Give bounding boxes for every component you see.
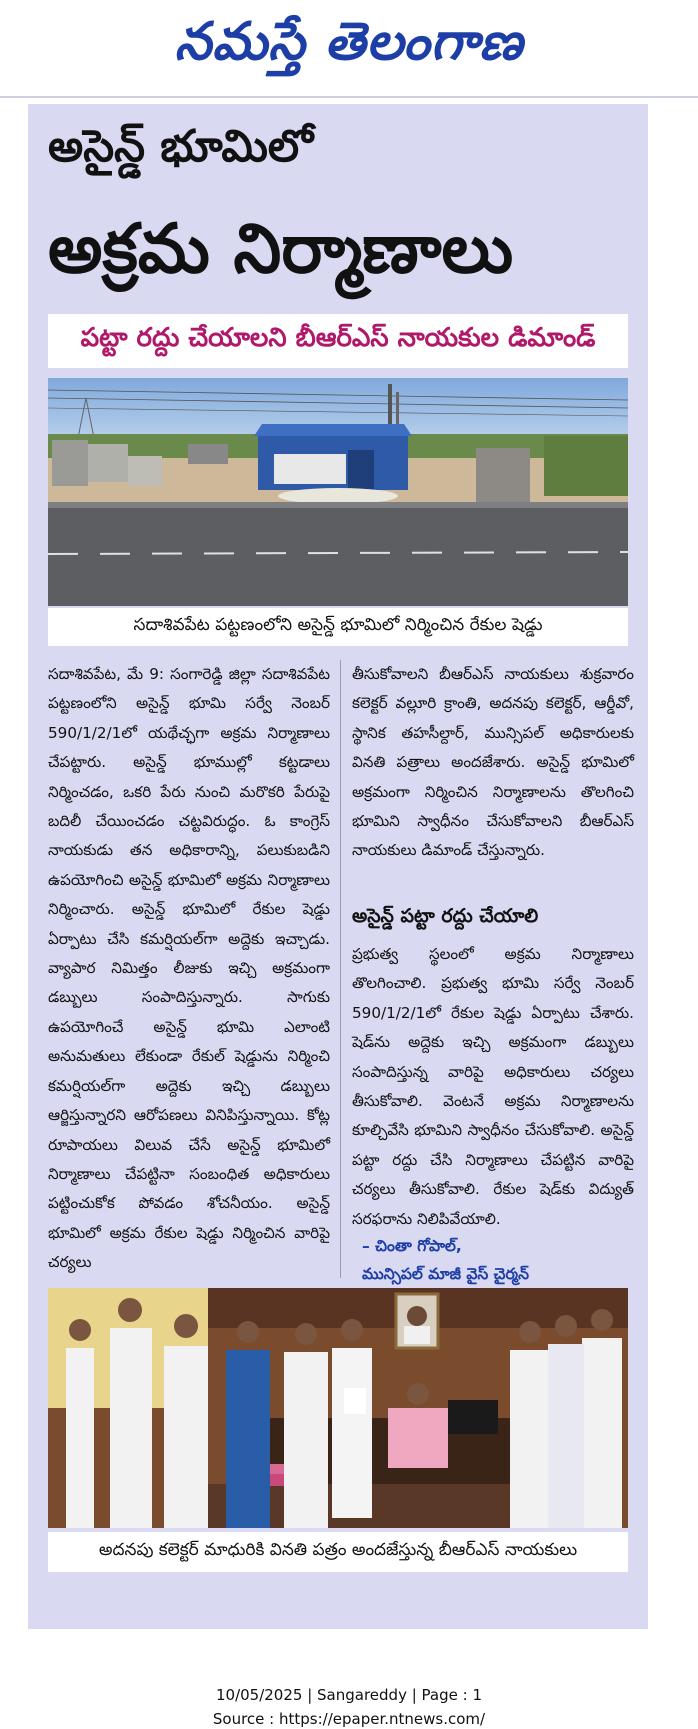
photo-petition-illustration <box>48 1288 628 1528</box>
quote-body: ప్రభుత్వ స్థలంలో అక్రమ నిర్మాణాలు తొలగించాలి. ప్రభుత్వ భూమి సర్వే నెంబర్ 590/1/2/1లో రేకుల షెడ్డు ఏర్పాటు చేశారు. షెడ్‌ను అద్దెకు ఇచ్చి అక్రమంగా డబ్బులు సంపాదిస్తున్న వారిపై అధికారులు చర్యలు తీసుకోవాలి. వెంటనే అక్రమ నిర్మాణాలను కూల్చివేసి భూమిని స్వాధీనం చేసుకోవాలి. అసైన్డ్ పట్టా రద్దు చేసి నిర్మాణాలు చేపట్టిన వారిపై చర్యలు తీసుకోవాలి. రేకుల షెడ్‌కు విద్యుత్ సరఫరాను నిలిపివేయాలి. <box>352 945 634 1228</box>
headline-line-2: అక్రమ నిర్మాణాలు <box>48 210 514 289</box>
headline-line-1: అసైన్డ్ భూమిలో <box>48 121 314 172</box>
attribution-title: మున్సిపల్ మాజీ వైస్ చైర్మన్ <box>362 1265 529 1283</box>
subheadline-box <box>48 314 628 368</box>
article-body-right-top: తీసుకోవాలని బీఆర్ఎస్ నాయకులు శుక్రవారం కలెక్టర్ వల్లూరి క్రాంతి, అదనపు కలెక్టర్, ఆర్డీవో, స్థానిక తహసీల్దార్, మున్సిపల్ అధికారులకు వినతి పత్రాలు అందజేశారు. అసైన్డ్ భూమిలో అక్రమంగా నిర్మించిన నిర్మాణాలను తొలగించి భూమిని స్వాధీనం చేసుకోవాలని బీఆర్ఎస్ నాయకులు డిమాండ్ చేస్తున్నారు. <box>352 665 634 860</box>
masthead <box>0 0 698 96</box>
subheadline: పట్టా రద్దు చేయాలని బీఆర్ఎస్ నాయకుల డిమాండ్ <box>80 323 596 353</box>
masthead-title: నమస్తే తెలంగాణ <box>174 11 524 72</box>
photo-petition-caption: అదనపు కలెక్టర్ మాధురికి వినతి పత్రం అందజేస్తున్న బీఆర్ఎస్ నాయకులు <box>48 1532 628 1572</box>
footer-date-edition: 10/05/2025 | Sangareddy | Page : 1 <box>215 1686 482 1704</box>
footer-source: Source : https://epaper.ntnews.com/ <box>212 1710 486 1728</box>
article-column-right <box>352 660 634 866</box>
article <box>28 104 648 1629</box>
attribution-name: – చింతా గోపాల్, <box>362 1237 462 1255</box>
photo-shed-illustration <box>48 378 628 606</box>
masthead-divider <box>0 96 698 98</box>
quote-attribution <box>362 1232 632 1288</box>
quote-subheading: అసైన్డ్ పట్టా రద్దు చేయాలి <box>352 905 539 927</box>
photo-shed-caption: సదాశివపేట పట్టణంలోని అసైన్డ్ భూమిలో నిర్మించిన రేకుల షెడ్డు <box>48 608 628 646</box>
photo-shed <box>48 378 628 606</box>
article-body-left: సదాశివపేట, మే 9: సంగారెడ్డి జిల్లా సదాశివపేట పట్టణంలోని అసైన్డ్ భూమి సర్వే నెంబర్ 590/1/2/1లో యథేచ్ఛగా అక్రమ నిర్మాణాలు చేపట్టారు. అసైన్డ్ భూముల్లో కట్టడాలు నిర్మించడం, ఒకరి పేరు నుంచి మరొకరి పేరుపై బదిలీ చేయించడం చట్టవిరుద్ధం. ఓ కాంగ్రెస్ నాయకుడు తన అధికారాన్ని, పలుకుబడిని ఉపయోగించి అసైన్డ్ భూమిలో అక్రమ నిర్మాణాలు నిర్మించారు. అసైన్డ్ భూమిలో రేకుల షెడ్డు ఏర్పాటు చేసి కమర్షియల్‌గా అద్దెకు ఇచ్చాడు. వ్యాపార నిమిత్తం లీజుకు ఇచ్చి అక్రమంగా డబ్బులు సంపాదిస్తున్నారు. సాగుకు ఉపయోగించే అసైన్డ్ భూమి ఎలాంటి అనుమతులు లేకుండా రేకుల్ షెడ్డును నిర్మించి కమర్షియల్‌గా అద్దెకు ఇచ్చి డబ్బులు ఆర్జిస్తున్నారని ఆరోపణలు వినిపిస్తున్నాయి. కోట్ల రూపాయలు విలువ చేసే అసైన్డ్ భూమిలో నిర్మాణాలు చేపట్టినా సంబంధిత అధికారులు పట్టించుకోక పోవడం శోచనీయం. అసైన్డ్ భూమిలో అక్రమ రేకుల షెడ్డు నిర్మించిన వారిపై చర్యలు <box>48 665 330 1272</box>
photo-petition <box>48 1288 628 1528</box>
quote-column <box>352 940 634 1234</box>
article-column-left <box>48 660 330 1278</box>
column-divider <box>340 660 341 1278</box>
